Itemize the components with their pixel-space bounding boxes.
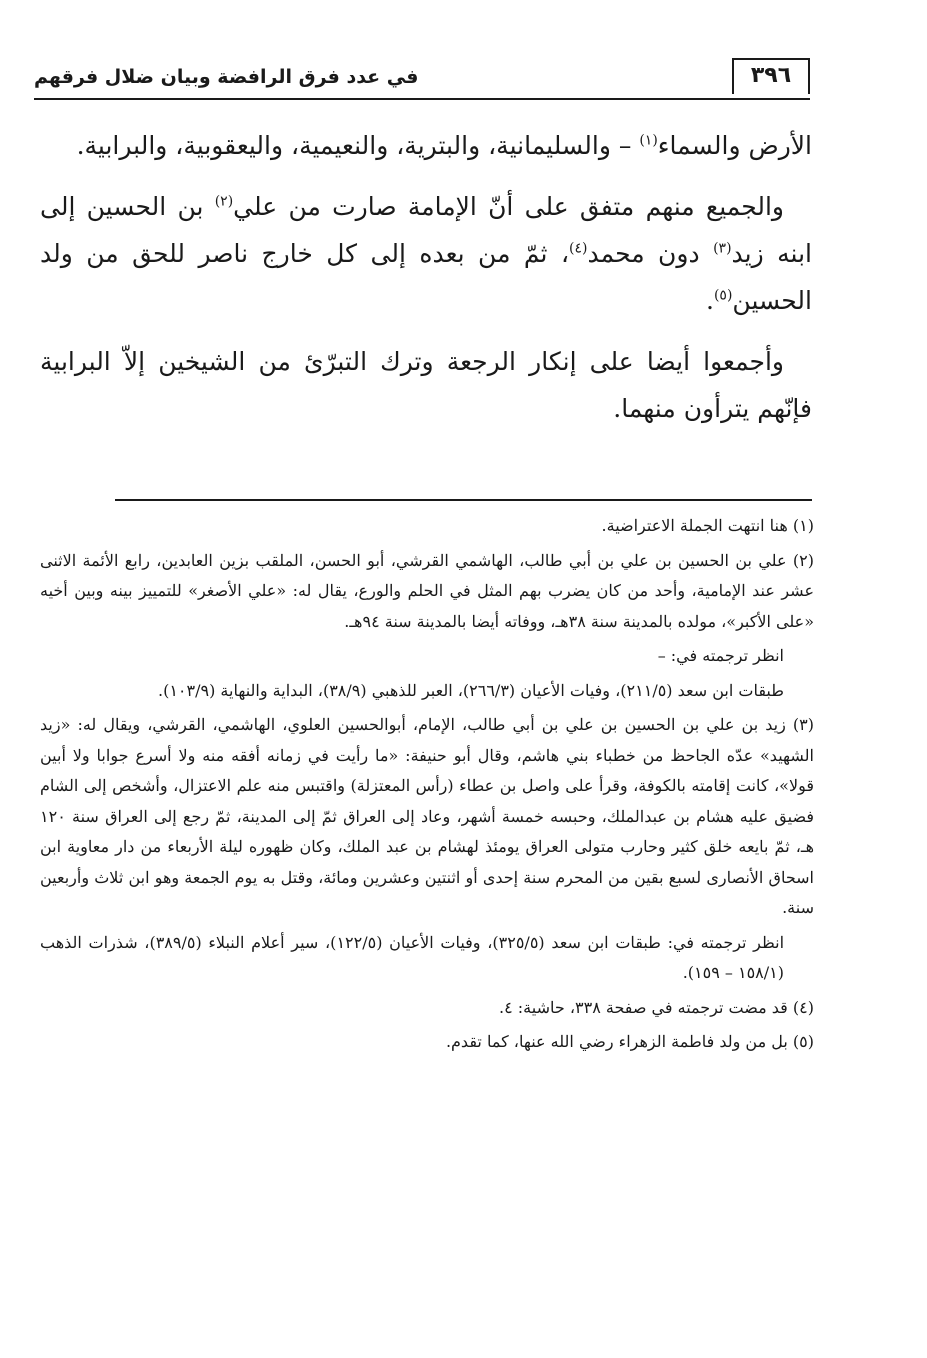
footnote-text: هنا انتهت الجملة الاعتراضية. <box>601 516 788 535</box>
footnote-number: (١) <box>792 516 814 535</box>
page-header <box>34 52 810 102</box>
paragraph-2-text-b: بن الحسين إلى ابنه زيد <box>40 192 812 268</box>
footnote-3-sources: انظر ترجمته في: طبقات ابن سعد (٣٢٥/٥)، وفيات الأعيان (١٢٢/٥)، سير أعلام النبلاء (٣٨٩/٥)، شذرات الذهب (١٥٨/١ – ١٥٩). <box>40 932 785 982</box>
footnote-2-see-also: انظر ترجمته في: – <box>657 646 784 665</box>
footnote-5 <box>40 1027 814 1058</box>
paragraph-2-text-d: ، ثمّ من بعده إلى كل خارج ناصر للحق من ولد الحسين <box>40 239 812 315</box>
footnote-1 <box>40 511 814 542</box>
footnote-4 <box>40 993 814 1024</box>
footnote-number: (٤) <box>792 997 814 1017</box>
footnote-ref-5: (٥) <box>713 287 733 304</box>
footnote-ref-4: (٤) <box>569 240 588 257</box>
paragraph-2-text-c: دون محمد <box>587 239 714 268</box>
footnotes <box>40 511 814 1062</box>
footnote-ref-3: (٣) <box>713 240 732 257</box>
footnote-2 <box>40 546 814 638</box>
footnote-2-sources: طبقات ابن سعد (٢١١/٥)، وفيات الأعيان (٢٦٦/٣)، العبر للذهبي (٣٨/٩)، البداية والنهاية (١٠٣/٩). <box>158 680 784 700</box>
paragraph-2 <box>40 183 812 324</box>
main-text <box>40 122 812 446</box>
footnote-ref-2: (٢) <box>214 193 234 210</box>
paragraph-1-text-a: الأرض والسماء <box>657 131 812 160</box>
paragraph-1 <box>40 122 812 169</box>
footnote-text: قد مضت ترجمته في صفحة ٣٣٨، حاشية: ٤. <box>499 997 788 1017</box>
paragraph-2-text-e: . <box>706 286 714 315</box>
footnote-text: زيد بن علي بن الحسين بن علي بن أبي طالب، الإمام، أبوالحسين العلوي، الهاشمي، القرشي، ويقال له: «زيد الشهيد» عدّه الجاحظ من خطباء بني هاشم، وقال أبو حنيفة: «ما رأيت في زمانه أفقه منه ولا أسرع جوابا ولا أبين قولا»، كانت إقامته بالكوفة، وقرأ على واصل بن عطاء (رأس المعتزلة) واقتبس منه علم الاعتزال، وأشخص إلى الشام فضيق عليه هشام بن عبدالملك، وحبسه خمسة أشهر، وعاد إلى العراق ثمّ إلى المدينة، ثمّ رجع إلى العراق سنة ١٢٠ هـ، ثمّ بايعه خلق كثير وحارب متولى العراق يومئذ لهشام بن عبد الملك، وكان ظهوره ليلة الأربعاء من دار معاوية ابن اسحاق الأنصارى لسبع بقين من المحرم سنة إحدى أو اثنتين وعشرين ومائة، وقتل به يوم الجمعة وهو ابن ثلاث وأربعين سنة. <box>40 715 814 917</box>
footnote-text: علي بن الحسين بن علي بن أبي طالب، الهاشمي القرشي، أبو الحسن، الملقب بزين العابدين، رابع الأئمة الاثنى عشر عند الإمامية، وأحد من كان يضرب بهم المثل في الحلم والورع، يقال له: «علي الأصغر» للتمييز بينه وبين أخيه «على الأكبر»، مولده بالمدينة سنة ٣٨هـ، ووفاته أيضا بالمدينة سنة ٩٤هـ. <box>40 550 814 631</box>
footnote-ref-1: (١) <box>639 132 658 149</box>
paragraph-1-text-b: – والسليمانية، والبترية، والنعيمية، واليعقوبية، والبرابية. <box>76 131 640 160</box>
footnote-number: (٢) <box>792 550 814 570</box>
page-number: ٣٩٦ <box>732 58 810 94</box>
footnote-number: (٥) <box>792 1032 814 1051</box>
footnote-separator <box>115 499 812 501</box>
paragraph-2-text-a: والجميع منهم متفق على أنّ الإمامة صارت من علي <box>233 192 784 221</box>
paragraph-3: وأجمعوا أيضا على إنكار الرجعة وترك التبرّئ من الشيخين إلاّ البرابية فإنّهم يترأون منهما. <box>40 347 812 423</box>
footnote-number: (٣) <box>792 715 814 734</box>
footnote-text: بل من ولد فاطمة الزهراء رضي الله عنها، كما تقدم. <box>445 1032 788 1051</box>
header-rule <box>34 98 810 100</box>
footnote-3 <box>40 710 814 924</box>
running-title: في عدد فرق الرافضة وبيان ضلال فرقهم <box>34 66 419 88</box>
